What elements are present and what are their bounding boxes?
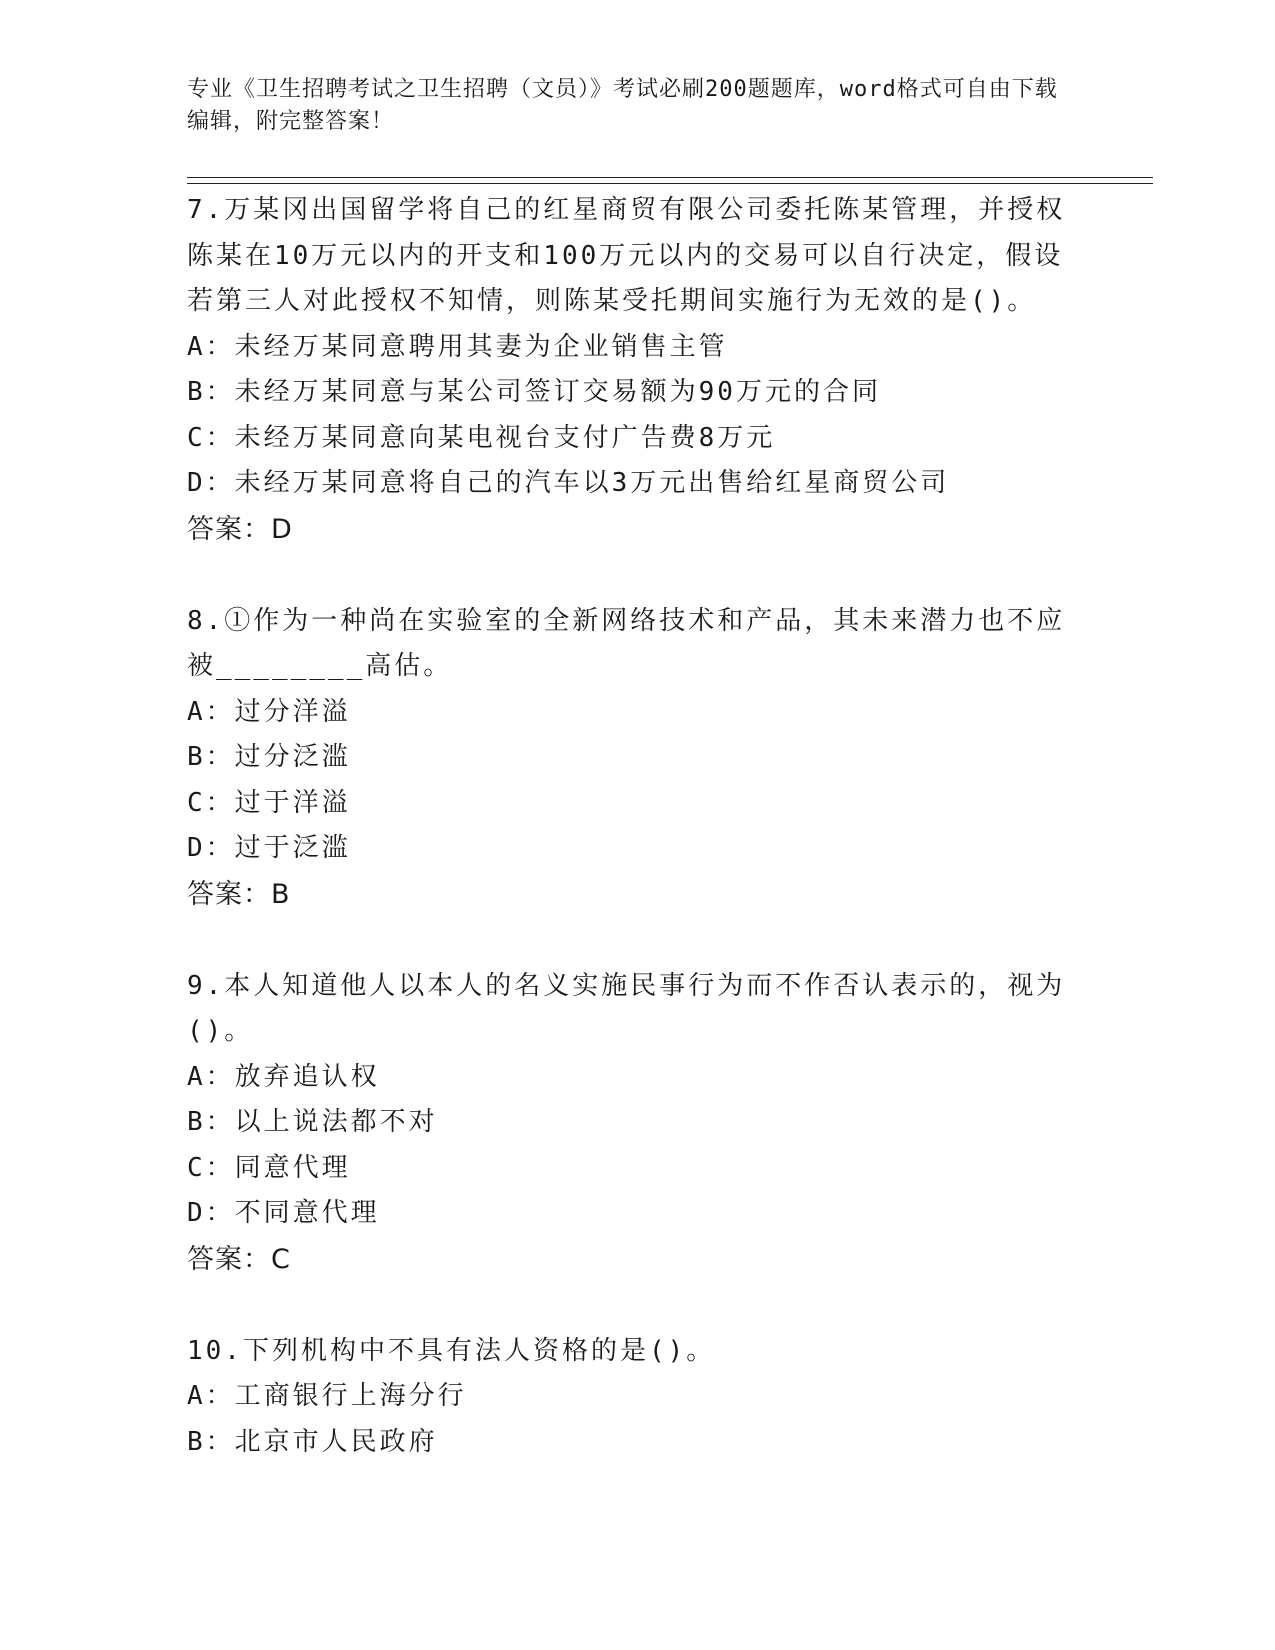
question-9	[187, 964, 1087, 1283]
document-header: 专业《卫生招聘考试之卫生招聘（文员）》考试必刷200题题库，word格式可自由下载编辑，附完整答案！	[187, 77, 1058, 134]
answer-label: 答案：C	[187, 1243, 291, 1275]
question-text: 7.万某冈出国留学将自己的红星商贸有限公司委托陈某管理，并授权陈某在10万元以内的开支和100万元以内的交易可以自行决定，假设若第三人对此授权不知情，则陈某受托期间实施行为无效的是()。	[187, 195, 1066, 316]
question-list	[187, 188, 1087, 1511]
header-rule-bottom	[187, 183, 1153, 184]
option-a: A：放弃追认权	[187, 1061, 380, 1092]
option-d: D：未经万某同意将自己的汽车以3万元出售给红星商贸公司	[187, 468, 950, 498]
option-a: A：工商银行上海分行	[187, 1381, 467, 1411]
answer-label: 答案：D	[187, 513, 293, 545]
question-10	[187, 1329, 1087, 1466]
question-text: 10.下列机构中不具有法人资格的是()。	[187, 1335, 716, 1366]
option-a: A：过分洋溢	[187, 696, 351, 727]
answer-label: 答案：B	[187, 878, 291, 910]
option-b: B：过分泛滥	[187, 742, 351, 772]
question-text: 8.①作为一种尚在实验室的全新网络技术和产品，其未来潜力也不应被________高估。	[187, 605, 1066, 681]
question-7	[187, 188, 1087, 553]
question-8	[187, 599, 1087, 918]
header-rule-top	[187, 177, 1153, 178]
option-c: C：同意代理	[187, 1152, 351, 1183]
option-a: A：未经万某同意聘用其妻为企业销售主管	[187, 331, 728, 362]
option-b: B：北京市人民政府	[187, 1426, 438, 1457]
question-text: 9.本人知道他人以本人的名义实施民事行为而不作否认表示的，视为()。	[187, 970, 1066, 1046]
option-d: D：不同意代理	[187, 1198, 380, 1228]
option-d: D：过于泛滥	[187, 833, 351, 863]
option-c: C：未经万某同意向某电视台支付广告费8万元	[187, 422, 776, 453]
option-b: B：未经万某同意与某公司签订交易额为90万元的合同	[187, 377, 881, 407]
option-c: C：过于洋溢	[187, 787, 351, 818]
option-b: B：以上说法都不对	[187, 1107, 438, 1137]
